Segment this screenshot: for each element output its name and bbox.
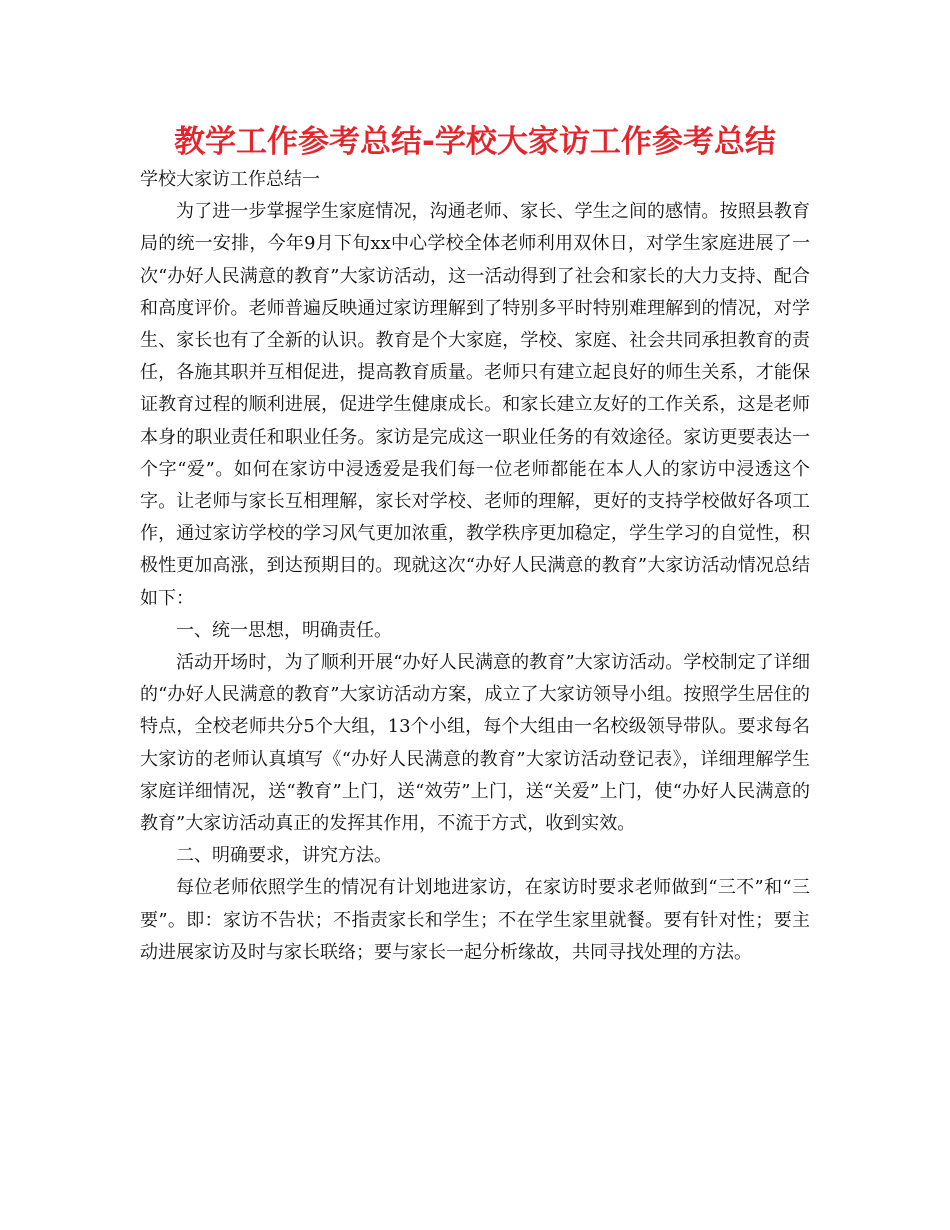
- paragraph: 活动开场时，为了顺利开展“办好人民满意的教育”大家访活动。学校制定了详细的“办好人民满意的教育”大家访活动方案，成立了大家访领导小组。按照学生居住的特点，全校老师共分5个大组，13个小组，每个大组由一名校级领导带队。要求每名大家访的老师认真填写《“办好人民满意的教育”大家访活动登记表》，详细理解学生家庭详细情况，送“教育”上门，送“效劳”上门，送“关爱”上门，使“办好人民满意的教育”大家访活动真正的发挥其作用，不流于方式，收到实效。: [140, 652, 810, 835]
- paragraph: 为了进一步掌握学生家庭情况，沟通老师、家长、学生之间的感情。按照县教育局的统一安排，今年9月下旬xx中心学校全体老师利用双休日，对学生家庭进展了一次“办好人民满意的教育”大家访活动，这一活动得到了社会和家长的大力支持、配合和高度评价。老师普遍反映通过家访理解到了特别多平时特别难理解到的情况，对学生、家长也有了全新的认识。教育是个大家庭，学校、家庭、社会共同承担教育的责任，各施其职并互相促进，提高教育质量。老师只有建立起良好的师生关系，才能保证教育过程的顺利进展，促进学生健康成长。和家长建立友好的工作关系，这是老师本身的职业责任和职业任务。家访是完成这一职业任务的有效途径。家访更要表达一个字“爱”。如何在家访中浸透爱是我们每一位老师都能在本人人的家访中浸透这个字。让老师与家长互相理解，家长对学校、老师的理解，更好的支持学校做好各项工作，通过家访学校的学习风气更加浓重，教学秩序更加稳定，学生学习的自觉性，积极性更加高涨，到达预期目的。现就这次“办好人民满意的教育”大家访活动情况总结如下：: [140, 201, 810, 609]
- section-subtitle: 学校大家访工作总结一: [140, 169, 320, 190]
- document-body: [140, 164, 810, 969]
- paragraph: 每位老师依照学生的情况有计划地进家访，在家访时要求老师做到“三不”和“三要”。即：家访不告状；不指责家长和学生；不在学生家里就餐。要有针对性；要主动进展家访及时与家长联络；要与家长一起分析缘故，共同寻找处理的方法。: [140, 877, 810, 963]
- section-heading: 二、明确要求，讲究方法。: [176, 845, 392, 867]
- section-heading: 一、统一思想，明确责任。: [176, 619, 392, 641]
- document-title: 教学工作参考总结-学校大家访工作参考总结: [174, 124, 776, 160]
